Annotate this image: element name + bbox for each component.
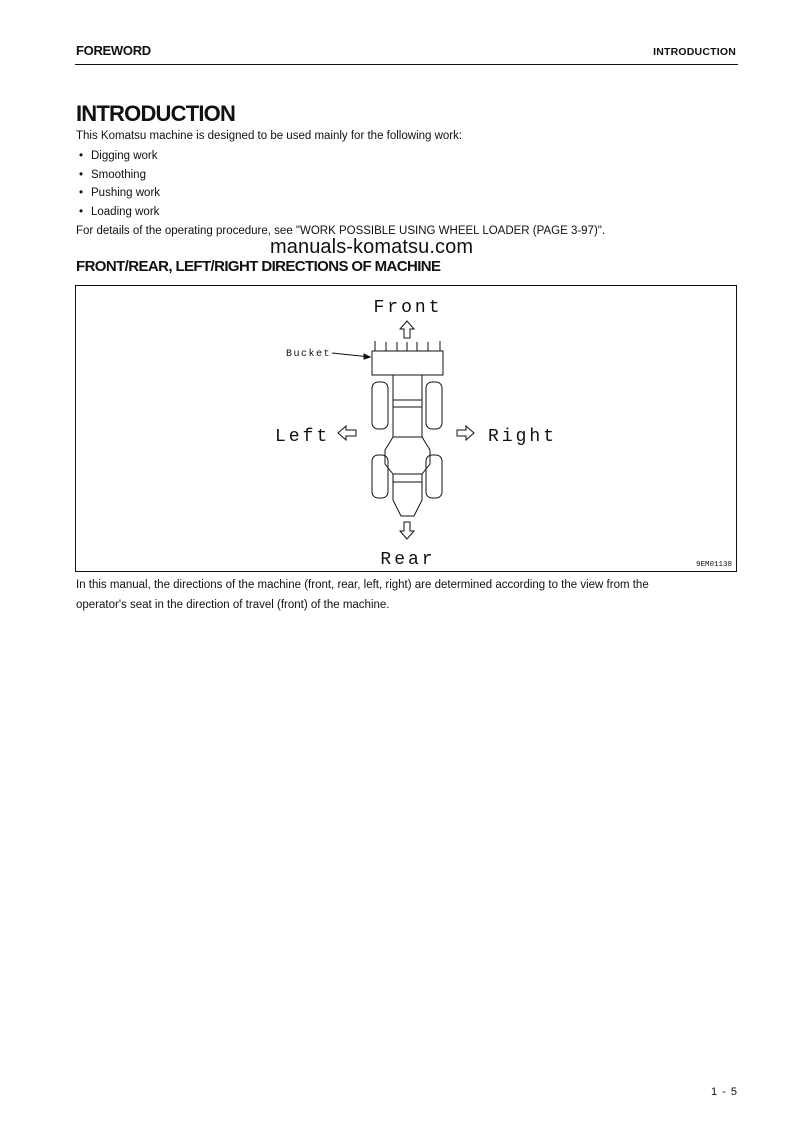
watermark: manuals-komatsu.com (270, 236, 474, 258)
list-item: • Loading work (79, 206, 160, 218)
directions-figure (75, 285, 737, 572)
section-heading: FRONT/REAR, LEFT/RIGHT DIRECTIONS OF MACHINE (76, 258, 441, 275)
front-arrow-icon (400, 321, 414, 338)
intro-text: This Komatsu machine is designed to be used mainly for the following work: (76, 130, 463, 142)
left-label: Left (275, 427, 331, 447)
header-section: FOREWORD (76, 43, 151, 58)
list-item: • Digging work (79, 150, 158, 162)
bucket-shape (372, 351, 443, 375)
page-number: 1 - 5 (710, 1086, 738, 1098)
list-item: • Pushing work (79, 187, 161, 199)
rear-right-wheel (426, 455, 442, 498)
details-text: For details of the operating procedure, see "WORK POSSIBLE USING WHEEL LOADER (PAGE 3-97)". (76, 225, 606, 237)
figure-code: 9EM01138 (695, 561, 732, 569)
list-item-label: Digging work (91, 150, 158, 162)
list-item-label: Pushing work (91, 187, 161, 199)
rear-arrow-icon (400, 522, 414, 539)
left-arrow-icon (338, 426, 356, 440)
header-chapter: INTRODUCTION (653, 46, 736, 58)
bucket-label: Bucket (286, 349, 332, 360)
rear-label: Rear (380, 550, 436, 570)
wheel-loader-diagram (76, 286, 738, 573)
list-item-label: Smoothing (91, 169, 146, 181)
explanation-line-2: operator's seat in the direction of travel (front) of the machine. (76, 599, 390, 611)
front-label: Front (373, 298, 443, 318)
right-arrow-icon (457, 426, 474, 440)
list-item-label: Loading work (91, 206, 160, 218)
front-left-wheel (372, 382, 388, 429)
explanation-line-1: In this manual, the directions of the machine (front, rear, left, right) are determined according to the view from the (76, 579, 649, 591)
front-right-wheel (426, 382, 442, 429)
page-title: INTRODUCTION (76, 101, 236, 126)
right-label: Right (488, 427, 558, 447)
header-rule (75, 64, 738, 65)
list-item: • Smoothing (79, 169, 146, 181)
rear-left-wheel (372, 455, 388, 498)
